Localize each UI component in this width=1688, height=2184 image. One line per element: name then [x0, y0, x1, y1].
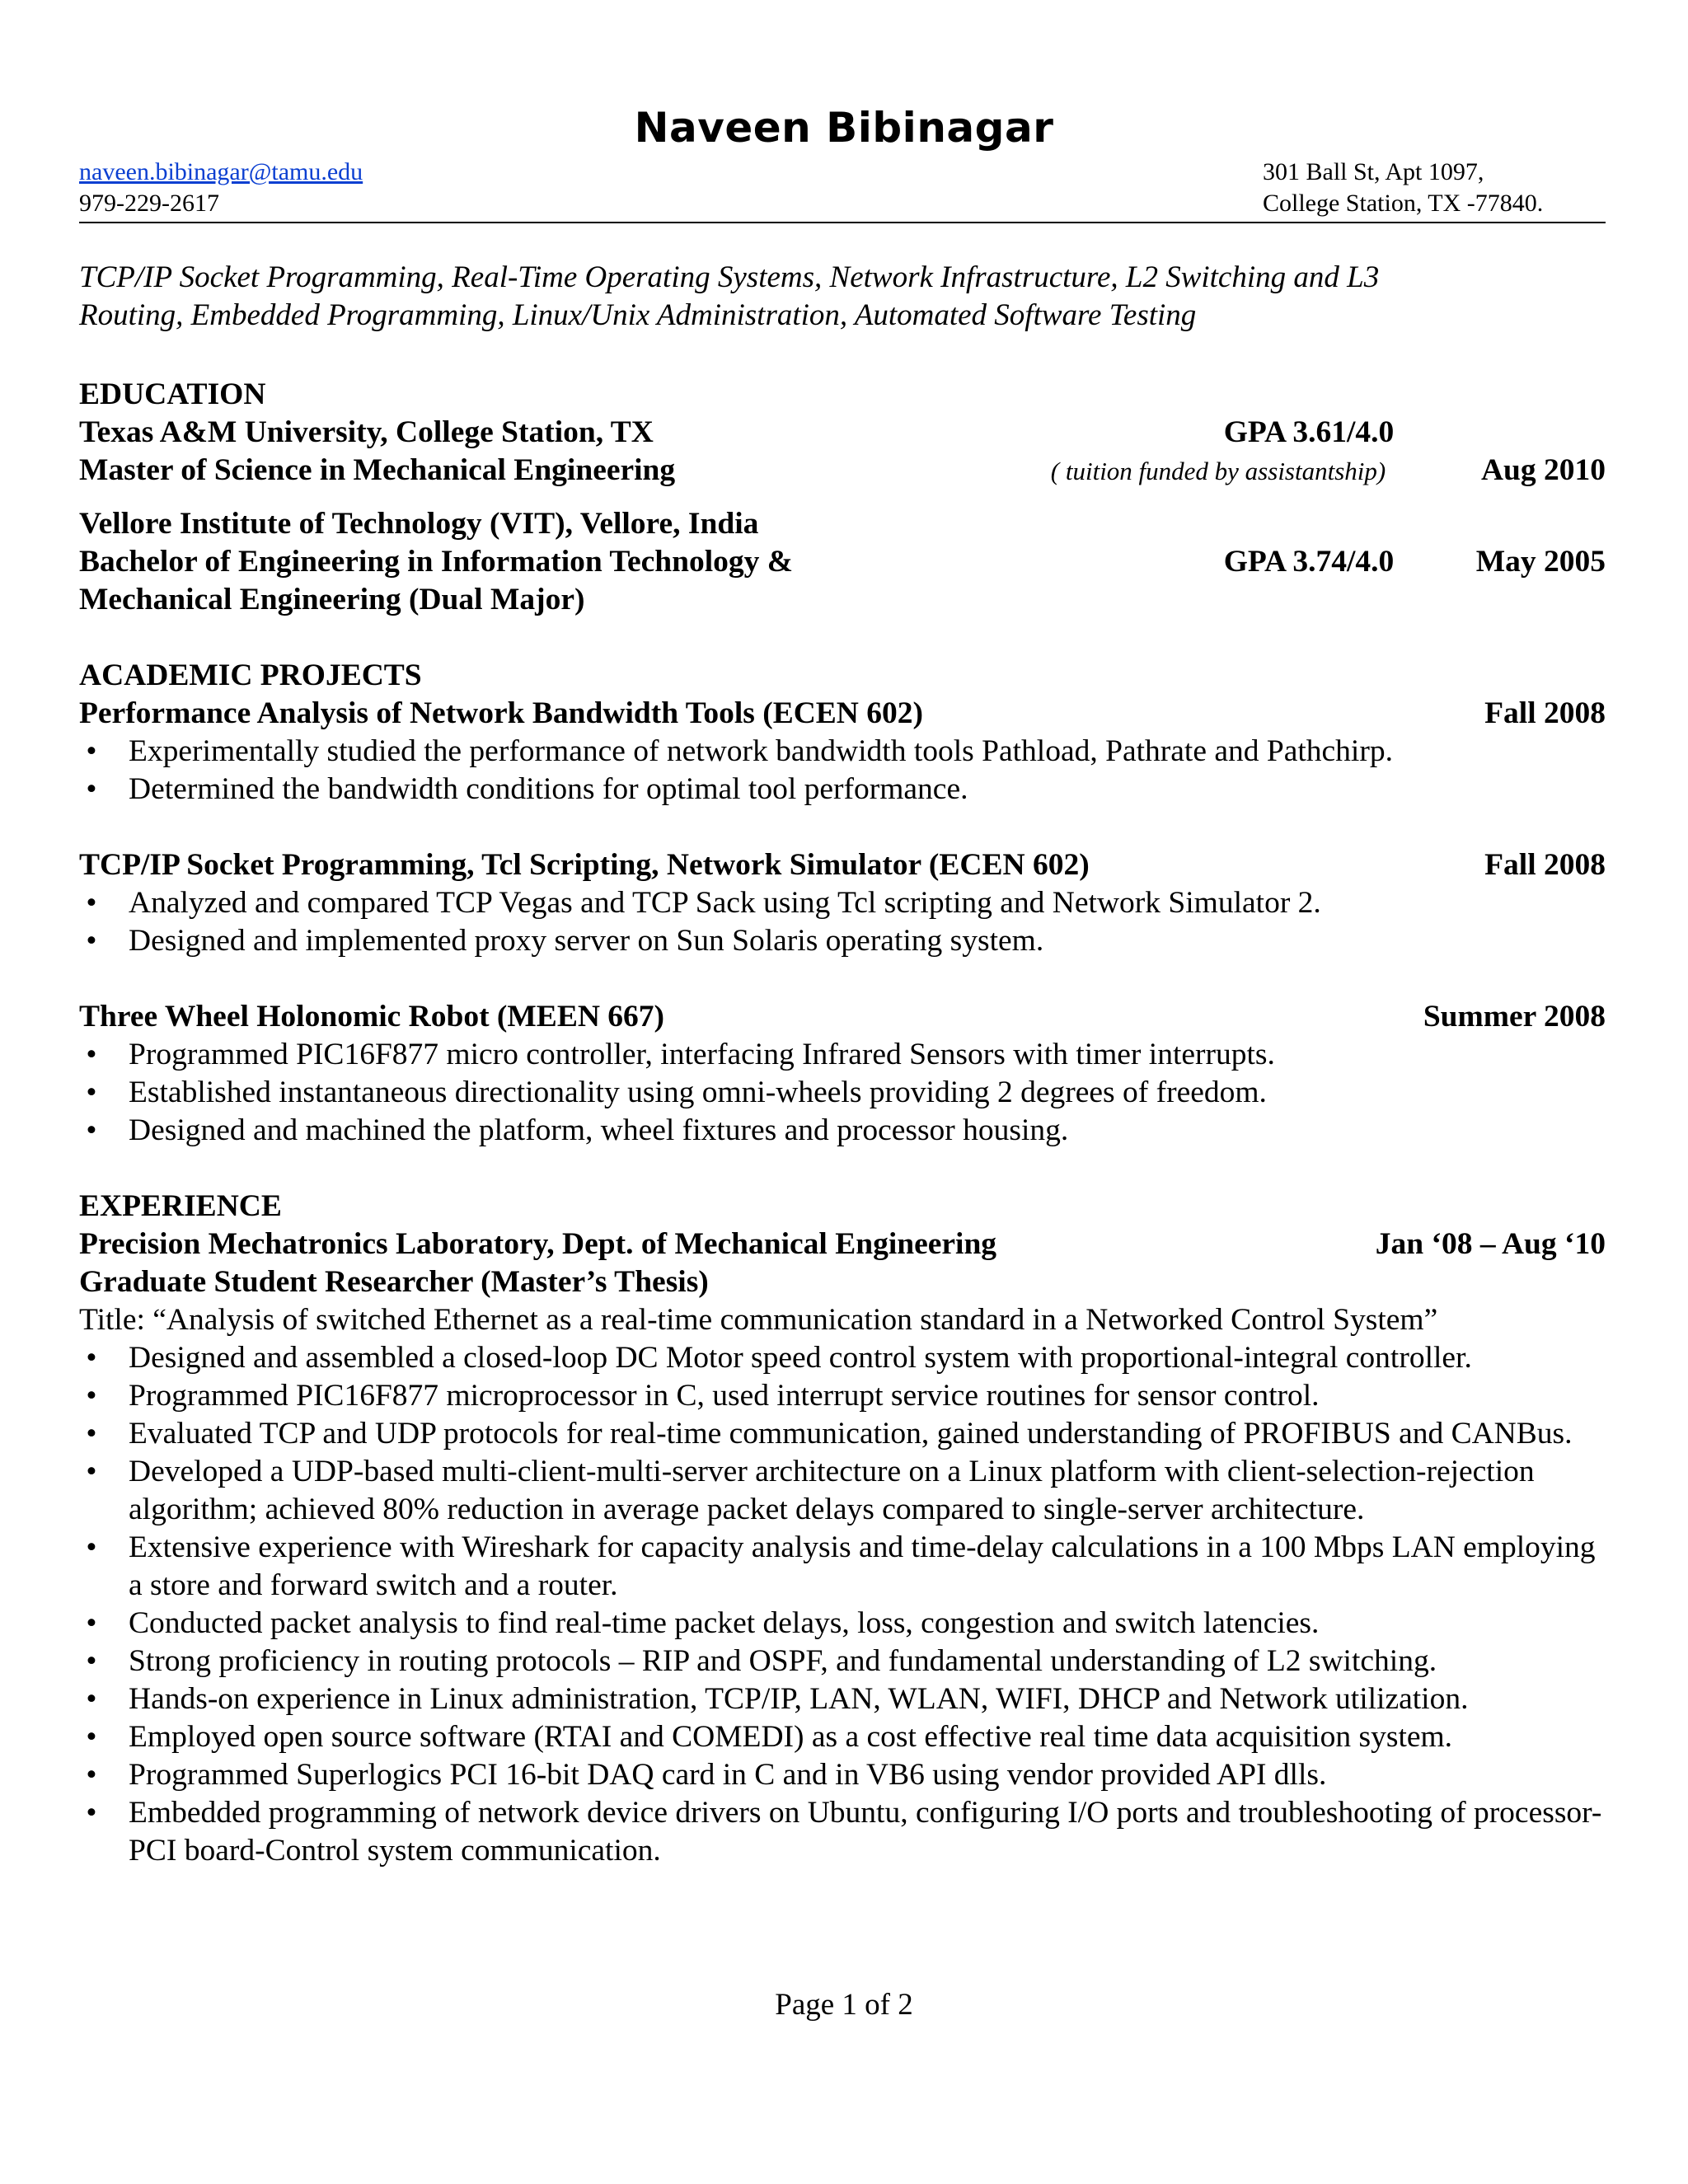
phone-number: 979-229-2617 — [79, 190, 219, 217]
bullet-item: • Programmed Superlogics PCI 16-bit DAQ card in C and in VB6 using vendor provided API dlls. — [79, 1756, 1606, 1794]
project-title: TCP/IP Socket Programming, Tcl Scripting, Network Simulator (ECEN 602) — [79, 848, 1090, 882]
project-entry — [79, 998, 1606, 1150]
bullet-item: • Hands-on experience in Linux administration, TCP/IP, LAN, WLAN, WIFI, DHCP and Network utilization. — [79, 1680, 1606, 1718]
school-name: Vellore Institute of Technology (VIT), Vellore, India — [79, 507, 759, 541]
bullet-item: • Established instantaneous directionality using omni-wheels providing 2 degrees of freedom. — [79, 1074, 1606, 1112]
bullet-item: • Designed and assembled a closed-loop DC Motor speed control system with proportional-integral controller. — [79, 1339, 1606, 1377]
education-entry-tamu-line1 — [79, 414, 1606, 452]
project-date: Fall 2008 — [1484, 848, 1606, 882]
address-line-2: College Station, TX -77840. — [1263, 190, 1544, 217]
bullet-item: • Programmed PIC16F877 micro controller, interfacing Infrared Sensors with timer interrupts. — [79, 1036, 1606, 1074]
project-date: Fall 2008 — [1484, 696, 1606, 730]
school-name: Texas A&M University, College Station, TX — [79, 415, 654, 449]
education-entry-tamu-line2 — [79, 452, 1606, 490]
bullet-item: • Designed and machined the platform, wheel fixtures and processor housing. — [79, 1112, 1606, 1150]
degree-name-continued: Mechanical Engineering (Dual Major) — [79, 583, 585, 616]
project-bullets — [79, 733, 1606, 808]
contact-left — [79, 157, 363, 219]
experience-date: Jan ‘08 – Aug ‘10 — [1375, 1227, 1606, 1261]
education-entry-vit-line2 — [79, 543, 1606, 581]
gpa-value: GPA 3.61/4.0 — [1223, 415, 1395, 449]
degree-name: Bachelor of Engineering in Information Technology & — [79, 545, 794, 579]
resume-body — [79, 376, 1606, 1870]
bullet-item: • Developed a UDP-based multi-client-multi-server architecture on a Linux platform with client-selection-rejection algorithm; achieved 80% reduction in average packet delays compared to single-server architecture. — [79, 1453, 1606, 1529]
bullet-item: • Employed open source software (RTAI and COMEDI) as a cost effective real time data acquisition system. — [79, 1718, 1606, 1756]
project-title: Performance Analysis of Network Bandwidth Tools (ECEN 602) — [79, 696, 923, 730]
gpa-value: GPA 3.74/4.0 — [1223, 545, 1395, 579]
graduation-date: May 2005 — [1475, 545, 1606, 579]
bullet-item: • Strong proficiency in routing protocols – RIP and OSPF, and fundamental understanding of L2 switching. — [79, 1643, 1606, 1680]
page-number: Page 1 of 2 — [775, 1988, 913, 2022]
bullet-item: • Determined the bandwidth conditions for optimal tool performance. — [79, 771, 1606, 808]
address-line-1: 301 Ball St, Apt 1097, — [1263, 158, 1484, 185]
degree-name: Master of Science in Mechanical Engineering — [79, 453, 676, 487]
project-bullets — [79, 884, 1606, 960]
project-entry — [79, 846, 1606, 960]
skills-summary-line: TCP/IP Socket Programming, Real-Time Operating Systems, Network Infrastructure, L2 Switching and L3 — [79, 260, 1380, 294]
header-divider — [79, 222, 1606, 223]
section-heading-projects: ACADEMIC PROJECTS — [79, 658, 422, 692]
bullet-item: • Analyzed and compared TCP Vegas and TCP Sack using Tcl scripting and Network Simulator 2. — [79, 884, 1606, 922]
section-heading-experience: EXPERIENCE — [79, 1189, 282, 1223]
bullet-item: • Extensive experience with Wireshark for capacity analysis and time-delay calculations in a 100 Mbps LAN employing a store and forward switch and a router. — [79, 1529, 1606, 1605]
job-role: Graduate Student Researcher (Master’s Thesis) — [79, 1265, 709, 1299]
project-bullets — [79, 1036, 1606, 1150]
bullet-item: • Experimentally studied the performance of network bandwidth tools Pathload, Pathrate and Pathchirp. — [79, 733, 1606, 771]
mailing-address — [1263, 157, 1543, 219]
project-title: Three Wheel Holonomic Robot (MEEN 667) — [79, 1000, 665, 1033]
section-heading-education: EDUCATION — [79, 377, 266, 411]
bullet-item: • Embedded programming of network device drivers on Ubuntu, configuring I/O ports and troubleshooting of processor-PCI board-Control system communication. — [79, 1794, 1606, 1870]
project-entry — [79, 695, 1606, 808]
organization-name: Precision Mechatronics Laboratory, Dept. of Mechanical Engineering — [79, 1227, 997, 1261]
skills-summary-line: Routing, Embedded Programming, Linux/Unix Administration, Automated Software Testing — [79, 298, 1197, 332]
candidate-name: Naveen Bibinagar — [634, 104, 1054, 152]
bullet-item: • Evaluated TCP and UDP protocols for real-time communication, gained understanding of PROFIBUS and CANBus. — [79, 1415, 1606, 1453]
email-link[interactable]: naveen.bibinagar@tamu.edu — [79, 158, 363, 185]
education-entry-vit-line1 — [79, 505, 1606, 543]
thesis-title: Title: “Analysis of switched Ethernet as a real-time communication standard in a Networked Control System” — [79, 1303, 1438, 1337]
funding-note: ( tuition funded by assistantship) — [1050, 457, 1386, 485]
experience-bullets — [79, 1339, 1606, 1870]
project-date: Summer 2008 — [1423, 1000, 1606, 1033]
graduation-date: Aug 2010 — [1480, 453, 1606, 487]
skills-summary — [79, 259, 1596, 335]
education-entry-vit-line3 — [79, 581, 1606, 619]
bullet-item: • Designed and implemented proxy server on Sun Solaris operating system. — [79, 922, 1606, 960]
bullet-item: • Programmed PIC16F877 microprocessor in C, used interrupt service routines for sensor control. — [79, 1377, 1606, 1415]
bullet-item: • Conducted packet analysis to find real-time packet delays, loss, congestion and switch latencies. — [79, 1605, 1606, 1643]
experience-role-row — [79, 1263, 1606, 1301]
experience-org-row — [79, 1226, 1606, 1263]
